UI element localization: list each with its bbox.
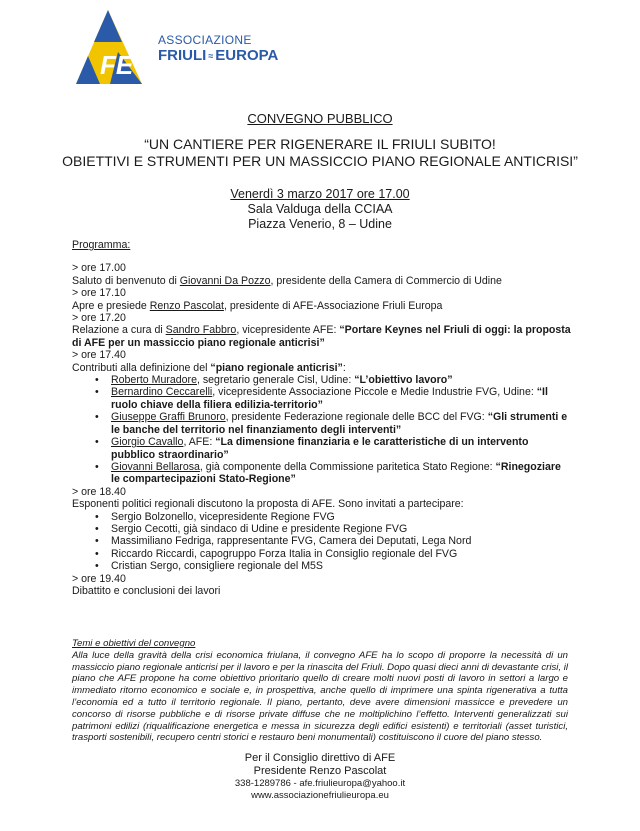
list-item: • Giuseppe Graffi Brunoro, presidente Federazione regionale delle BCC del FVG: “Gli strumenti e le banche del territorio nel finanziamento degli interventi”	[111, 411, 572, 436]
talk-title: “Portare Keynes nel Friuli di oggi: la proposta di AFE per un massiccio piano regionale anticrisi”	[72, 324, 571, 349]
speaker-name: Renzo Pascolat	[149, 299, 224, 312]
themes-heading: Temi e obiettivi del convegno	[72, 638, 196, 649]
speaker-name: Giovanni Da Pozzo	[179, 274, 271, 287]
speaker-name: Giorgio Cavallo	[111, 436, 184, 449]
list-item: • Cristian Sergo, consigliere regionale del M5S	[111, 560, 572, 572]
list-item: • Massimiliano Fedriga, rappresentante FVG, Camera dei Deputati, Lega Nord	[111, 535, 572, 547]
list-item: • Sergio Bolzonello, vicepresidente Regione FVG	[111, 511, 572, 523]
list-item: • Giovanni Bellarosa, già componente della Commissione paritetica Stato Regione: “Rinegoziare le compartecipazioni Stato-Regione”	[111, 461, 572, 486]
list-item: • Giorgio Cavallo, AFE: “La dimensione finanziaria e le caratteristiche di un intervento pubblico straordinario”	[111, 436, 572, 461]
website-link[interactable]: www.associazionefriulieuropa.eu	[251, 790, 389, 801]
politicians-list	[72, 511, 572, 573]
program-item: Esponenti politici regionali discutono la proposta di AFE. Sono invitati a partecipare:	[72, 498, 464, 511]
logo-brand-text: FRIULI ≈ EUROPA	[158, 47, 279, 64]
svg-text:FE: FE	[100, 50, 134, 80]
talk-title: “Il ruolo chiave della filiera edilizia-territorio”	[111, 386, 548, 411]
talk-title: “La dimensione finanziaria e le caratteristiche di un intervento pubblico straordinario”	[111, 436, 529, 461]
themes-section	[72, 638, 568, 744]
event-headline	[0, 136, 640, 170]
afe-logo-mark	[70, 8, 160, 88]
talk-title: “L’obiettivo lavoro”	[354, 374, 453, 387]
time-slot: > ore 17.40	[72, 349, 126, 362]
speaker-name: Bernardino Ceccarelli	[111, 386, 213, 399]
signature	[0, 752, 640, 802]
speaker-name: Sandro Fabbro	[165, 324, 237, 337]
program	[72, 239, 572, 597]
time-slot: > ore 17.20	[72, 312, 126, 325]
talk-title: “Rinegoziare le compartecipazioni Stato-Regione”	[111, 460, 561, 486]
signature-line-2: Presidente Renzo Pascolat	[253, 765, 387, 777]
time-slot: > ore 17.00	[72, 262, 126, 275]
list-item: • Bernardino Ceccarelli, vicepresidente Associazione Piccole e Medie Industrie FVG, Udine: “Il ruolo chiave della filiera edilizia-territorio”	[111, 386, 572, 411]
time-slot: > ore 19.40	[72, 572, 126, 585]
logo-association-text: ASSOCIAZIONE	[158, 33, 252, 47]
headline-line-1: “UN CANTIERE PER RIGENERARE IL FRIULI SUBITO!	[144, 136, 496, 152]
program-item: Dibattito e conclusioni dei lavori	[72, 584, 221, 597]
speaker-name: Giuseppe Graffi Brunoro	[111, 411, 226, 424]
speaker-name: Roberto Muradore	[111, 374, 197, 387]
event-room: Sala Valduga della CCIAA	[247, 202, 393, 216]
list-item: • Roberto Muradore, segretario generale Cisl, Udine: “L’obiettivo lavoro”	[111, 374, 572, 386]
headline-line-2: OBIETTIVI E STRUMENTI PER UN MASSICCIO PIANO REGIONALE ANTICRISI”	[62, 153, 578, 169]
afe-logo	[70, 8, 300, 88]
program-item: Saluto di benvenuto di Giovanni Da Pozzo, presidente della Camera di Commercio di Udine	[72, 274, 502, 287]
program-item: Contributi alla definizione del “piano regionale anticrisi”:	[72, 361, 346, 374]
program-item: Relazione a cura di Sandro Fabbro, vicepresidente AFE: “Portare Keynes nel Friuli di oggi: la proposta di AFE per un massiccio piano regionale anticrisi”	[72, 324, 571, 349]
page-title: CONVEGNO PUBBLICO	[247, 111, 393, 126]
event-date: Venerdì 3 marzo 2017 ore 17.00	[230, 187, 410, 201]
contributions-list	[72, 374, 572, 486]
list-item: • Riccardo Riccardi, capogruppo Forza Italia in Consiglio regionale del FVG	[111, 548, 572, 560]
contact-info: 338-1289786 - afe.friulieuropa@yahoo.it	[234, 778, 406, 789]
signature-line-1: Per il Consiglio direttivo di AFE	[244, 752, 396, 764]
time-slot: > ore 17.10	[72, 287, 126, 300]
program-label: Programma:	[72, 239, 131, 251]
program-item: Apre e presiede Renzo Pascolat, presidente di AFE-Associazione Friuli Europa	[72, 299, 443, 312]
event-address: Piazza Venerio, 8 – Udine	[248, 217, 392, 231]
speaker-name: Giovanni Bellarosa	[111, 460, 200, 473]
talk-title: “Gli strumenti e le banche del territorio nel finanziamento degli interventi”	[111, 411, 568, 436]
time-slot: > ore 18.40	[72, 485, 126, 498]
themes-body: Alla luce della gravità della crisi economica friulana, il convegno AFE ha lo scopo di proporre la necessità di un massiccio piano regionale anticrisi per il lavoro e per la rinascita del Friuli. Dopo quasi dieci anni di devastante crisi, il piano che AFE propone ha come obiettivo prioritario quello di creare molti nuovi posti di lavoro in settori a largo e immediato ritorno economico e sociale e, in prospettiva, anche quello di imprimere una spinta rigenerativa a tutta l’economia ed a tutto il territorio regionale. Il piano, pertanto, deve avere dimensioni massicce e prevedere un concorso di risorse pubbliche e di risorse private diffuse che ne moltiplichino l’effetto. Interventi generalizzati sui patrimoni edilizi (riqualificazione energetica e messa in sicurezza degli edifici esistenti) e territoriali (asset turistici, trasporti sostenibili, recupero centri storici e restauro beni monumentali) costituiscono il cuore del piano stesso.	[72, 649, 568, 744]
event-details	[0, 187, 640, 232]
list-item: • Sergio Cecotti, già sindaco di Udine e presidente Regione FVG	[111, 523, 572, 535]
